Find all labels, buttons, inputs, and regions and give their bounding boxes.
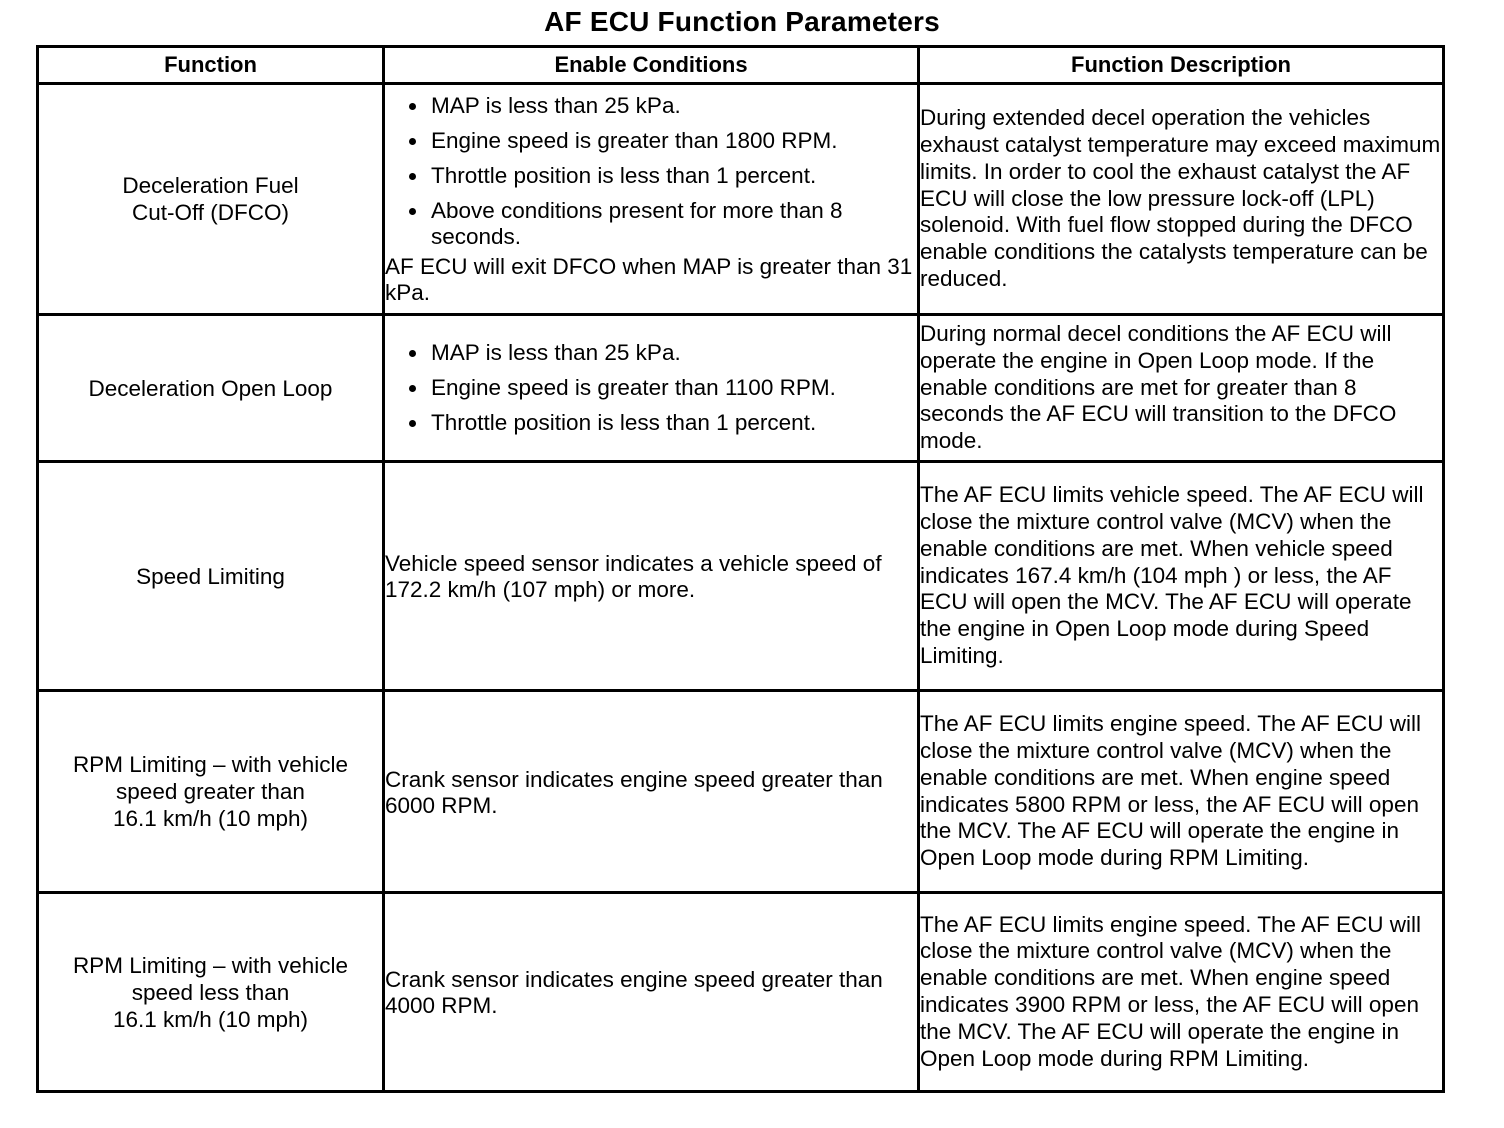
table-row bbox=[38, 315, 1444, 462]
function-line: speed less than bbox=[131, 979, 290, 1005]
function-line: speed greater than bbox=[116, 779, 305, 804]
enable-conditions-cell bbox=[384, 893, 919, 1092]
header-enable-conditions: Enable Conditions bbox=[384, 47, 919, 84]
condition-item bbox=[407, 340, 917, 366]
table-row bbox=[38, 462, 1444, 691]
condition-note: AF ECU will exit DFCO when MAP is greater than 31 kPa. bbox=[385, 253, 913, 305]
enable-conditions-cell bbox=[384, 462, 919, 691]
bullet-icon bbox=[409, 138, 416, 145]
table-row bbox=[38, 691, 1444, 893]
condition-list bbox=[385, 93, 917, 250]
function-line: RPM Limiting – with vehicle bbox=[72, 752, 349, 777]
function-line: 16.1 km/h (10 mph) bbox=[112, 1006, 309, 1032]
enable-conditions-cell bbox=[384, 315, 919, 462]
page-title: AF ECU Function Parameters bbox=[544, 6, 940, 37]
description-cell: The AF ECU limits vehicle speed. The AF ECU will close the mixture control valve (MCV) when the enable conditions are met. When vehicle speed indicates 167.4 km/h (104 mph ) or less, the AF ECU will open the MCV. The AF ECU will operate the engine in Open Loop mode during Speed Limiting. bbox=[919, 462, 1444, 691]
function-line: RPM Limiting – with vehicle bbox=[72, 952, 349, 978]
header-function: Function bbox=[38, 47, 384, 84]
condition-text: Engine speed is greater than 1800 RPM. bbox=[431, 127, 838, 153]
bullet-icon bbox=[409, 173, 416, 180]
bullet-icon bbox=[409, 385, 416, 392]
function-cell bbox=[38, 462, 384, 691]
condition-item bbox=[407, 198, 917, 250]
condition-list bbox=[385, 340, 917, 436]
condition-item bbox=[407, 163, 917, 189]
condition-text: Throttle position is less than 1 percent. bbox=[431, 162, 817, 188]
condition-text: Above conditions present for more than 8 seconds. bbox=[431, 197, 843, 249]
condition-text: Engine speed is greater than 1100 RPM. bbox=[431, 375, 836, 400]
function-line: Cut-Off (DFCO) bbox=[131, 200, 290, 225]
table-row bbox=[38, 84, 1444, 315]
condition-item bbox=[407, 410, 917, 436]
condition-note: Crank sensor indicates engine speed greater than 4000 RPM. bbox=[385, 967, 883, 1018]
function-cell bbox=[38, 84, 384, 315]
bullet-icon bbox=[409, 103, 416, 110]
condition-text: MAP is less than 25 kPa. bbox=[431, 92, 681, 118]
bullet-icon bbox=[409, 208, 416, 215]
condition-item bbox=[407, 128, 917, 154]
condition-text: MAP is less than 25 kPa. bbox=[431, 340, 681, 365]
enable-conditions-cell bbox=[384, 84, 919, 315]
function-cell bbox=[38, 893, 384, 1092]
function-parameters-table bbox=[36, 45, 1445, 1093]
function-line: Deceleration Open Loop bbox=[88, 375, 333, 401]
table-row bbox=[38, 893, 1444, 1092]
description-cell: During extended decel operation the vehicles exhaust catalyst temperature may exceed maximum limits. In order to cool the exhaust catalyst the AF ECU will close the low pressure lock-off (LPL) solenoid. With fuel flow stopped during the DFCO enable conditions the catalysts temperature can be reduced. bbox=[919, 84, 1444, 315]
function-line: Deceleration Fuel bbox=[122, 173, 299, 198]
bullet-icon bbox=[409, 350, 416, 357]
header-function-description: Function Description bbox=[919, 47, 1444, 84]
condition-text: Throttle position is less than 1 percent. bbox=[431, 410, 817, 435]
table-header-row bbox=[38, 47, 1444, 84]
description-cell: The AF ECU limits engine speed. The AF ECU will close the mixture control valve (MCV) when the enable conditions are met. When engine speed indicates 3900 RPM or less, the AF ECU will open the MCV. The AF ECU will operate the engine in Open Loop mode during RPM Limiting. bbox=[919, 893, 1444, 1092]
function-line: 16.1 km/h (10 mph) bbox=[112, 806, 309, 831]
function-cell bbox=[38, 315, 384, 462]
condition-item bbox=[407, 375, 917, 401]
function-line: Speed Limiting bbox=[136, 563, 285, 589]
description-cell: The AF ECU limits engine speed. The AF ECU will close the mixture control valve (MCV) when the enable conditions are met. When engine speed indicates 5800 RPM or less, the AF ECU will open the MCV. The AF ECU will operate the engine in Open Loop mode during RPM Limiting. bbox=[919, 691, 1444, 893]
condition-note: Vehicle speed sensor indicates a vehicle speed of 172.2 km/h (107 mph) or more. bbox=[385, 551, 882, 602]
function-cell bbox=[38, 691, 384, 893]
enable-conditions-cell bbox=[384, 691, 919, 893]
description-cell: During normal decel conditions the AF ECU will operate the engine in Open Loop mode. If the enable conditions are met for greater than 8 seconds the AF ECU will transition to the DFCO mode. bbox=[919, 315, 1444, 462]
condition-note: Crank sensor indicates engine speed greater than 6000 RPM. bbox=[385, 766, 883, 818]
condition-item bbox=[407, 93, 917, 119]
bullet-icon bbox=[409, 420, 416, 427]
